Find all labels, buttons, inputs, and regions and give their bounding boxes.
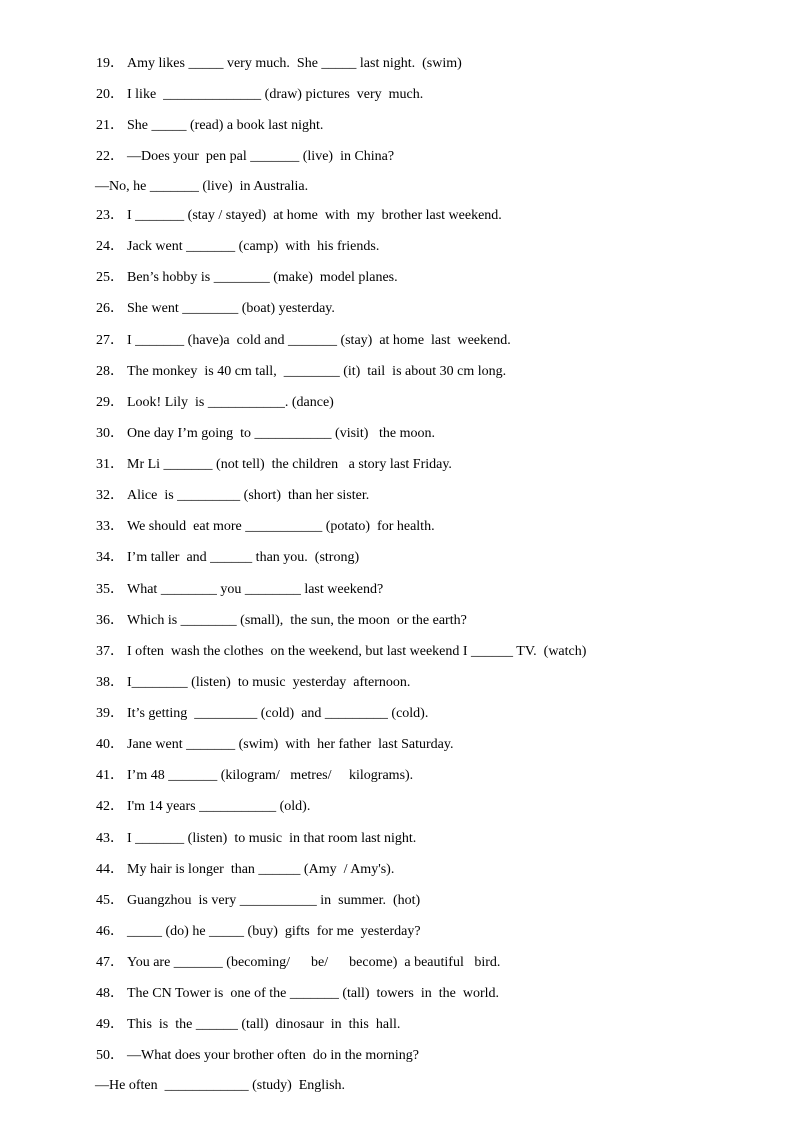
question-text: I like ______________ (draw) pictures very much. xyxy=(127,87,424,102)
question-line xyxy=(96,580,383,600)
question-line xyxy=(96,455,452,475)
question-text: I________ (listen) to music yesterday afternoon. xyxy=(127,675,411,690)
question-number: 26． xyxy=(96,301,124,316)
question-line xyxy=(96,704,428,724)
question-line xyxy=(96,860,394,880)
question-line xyxy=(96,237,379,257)
question-text: The CN Tower is one of the _______ (tall) towers in the world. xyxy=(127,986,500,1001)
question-text: —He often ____________ (study) English. xyxy=(95,1078,346,1093)
question-line xyxy=(96,85,423,105)
question-line xyxy=(96,1046,419,1066)
question-number: 25． xyxy=(96,270,124,285)
question-line xyxy=(96,206,502,226)
question-text: I'm 14 years ___________ (old). xyxy=(127,799,311,814)
question-text: —Does your pen pal _______ (live) in China? xyxy=(127,149,395,164)
question-text: Jane went _______ (swim) with her father last Saturday. xyxy=(127,737,454,752)
question-text: Which is ________ (small), the sun, the moon or the earth? xyxy=(127,613,467,628)
question-text: You are _______ (becoming/ be/ become) a beautiful bird. xyxy=(127,955,501,970)
question-number: 45． xyxy=(96,893,124,908)
question-text: I _______ (stay / stayed) at home with my brother last weekend. xyxy=(127,208,502,223)
question-line xyxy=(96,1015,400,1035)
question-number: 24． xyxy=(96,239,124,254)
question-line xyxy=(96,642,586,662)
question-text: It’s getting _________ (cold) and _________ (cold). xyxy=(127,706,429,721)
question-text: She _____ (read) a book last night. xyxy=(127,118,324,133)
question-number: 23． xyxy=(96,208,124,223)
question-text: I _______ (listen) to music in that room last night. xyxy=(127,831,417,846)
question-number: 43． xyxy=(96,831,124,846)
question-text: My hair is longer than ______ (Amy / Amy's). xyxy=(127,862,395,877)
question-number: 21． xyxy=(96,118,124,133)
question-line xyxy=(96,486,369,506)
question-line xyxy=(96,331,511,351)
question-number: 30． xyxy=(96,426,124,441)
question-line xyxy=(96,299,335,319)
question-number: 39． xyxy=(96,706,124,721)
question-line xyxy=(96,984,499,1004)
question-line xyxy=(96,673,410,693)
question-line xyxy=(96,829,416,849)
question-text: One day I’m going to ___________ (visit) the moon. xyxy=(127,426,435,441)
question-number: 22． xyxy=(96,149,124,164)
question-number: 36． xyxy=(96,613,124,628)
question-text: I’m 48 _______ (kilogram/ metres/ kilograms). xyxy=(127,768,414,783)
question-text: Mr Li _______ (not tell) the children a story last Friday. xyxy=(127,457,452,472)
question-number: 40． xyxy=(96,737,124,752)
question-number: 28． xyxy=(96,364,124,379)
question-number: 47． xyxy=(96,955,124,970)
question-number: 31． xyxy=(96,457,124,472)
question-text: _____ (do) he _____ (buy) gifts for me yesterday? xyxy=(127,924,421,939)
question-number: 35． xyxy=(96,582,124,597)
question-text: Guangzhou is very ___________ in summer. (hot) xyxy=(127,893,421,908)
question-line xyxy=(96,147,394,167)
question-continuation-line xyxy=(95,177,308,197)
question-line xyxy=(96,424,435,444)
question-line xyxy=(96,116,323,136)
question-number: 44． xyxy=(96,862,124,877)
question-number: 27． xyxy=(96,333,124,348)
question-line xyxy=(96,393,334,413)
question-number: 46． xyxy=(96,924,124,939)
question-text: Jack went _______ (camp) with his friends. xyxy=(127,239,380,254)
question-text: Alice is _________ (short) than her sister. xyxy=(127,488,370,503)
question-number: 48． xyxy=(96,986,124,1001)
question-number: 50． xyxy=(96,1048,124,1063)
question-line xyxy=(96,54,462,74)
question-line xyxy=(96,548,359,568)
question-continuation-line xyxy=(95,1076,345,1096)
question-text: I often wash the clothes on the weekend, but last weekend I ______ TV. (watch) xyxy=(127,644,587,659)
question-text: What ________ you ________ last weekend? xyxy=(127,582,384,597)
question-text: I’m taller and ______ than you. (strong) xyxy=(127,550,360,565)
question-number: 38． xyxy=(96,675,124,690)
question-text: Look! Lily is ___________. (dance) xyxy=(127,395,334,410)
question-number: 20． xyxy=(96,87,124,102)
question-text: —No, he _______ (live) in Australia. xyxy=(95,179,309,194)
question-line xyxy=(96,362,506,382)
question-text: We should eat more ___________ (potato) for health. xyxy=(127,519,435,534)
question-text: This is the ______ (tall) dinosaur in this hall. xyxy=(127,1017,401,1032)
question-number: 42． xyxy=(96,799,124,814)
question-text: I _______ (have)a cold and _______ (stay) at home last weekend. xyxy=(127,333,511,348)
question-line xyxy=(96,611,467,631)
question-line xyxy=(96,891,420,911)
question-line xyxy=(96,268,398,288)
question-number: 32． xyxy=(96,488,124,503)
question-line xyxy=(96,735,453,755)
question-number: 49． xyxy=(96,1017,124,1032)
question-line xyxy=(96,953,500,973)
question-text: Amy likes _____ very much. She _____ last night. (swim) xyxy=(127,56,462,71)
question-number: 33． xyxy=(96,519,124,534)
question-line xyxy=(96,922,421,942)
question-number: 29． xyxy=(96,395,124,410)
question-number: 34． xyxy=(96,550,124,565)
question-line xyxy=(96,766,413,786)
question-text: Ben’s hobby is ________ (make) model planes. xyxy=(127,270,398,285)
question-number: 37． xyxy=(96,644,124,659)
question-line xyxy=(96,517,435,537)
question-text: The monkey is 40 cm tall, ________ (it) tail is about 30 cm long. xyxy=(127,364,507,379)
question-line xyxy=(96,797,310,817)
question-number: 19． xyxy=(96,56,124,71)
question-number: 41． xyxy=(96,768,124,783)
question-text: She went ________ (boat) yesterday. xyxy=(127,301,335,316)
question-text: —What does your brother often do in the morning? xyxy=(127,1048,419,1063)
